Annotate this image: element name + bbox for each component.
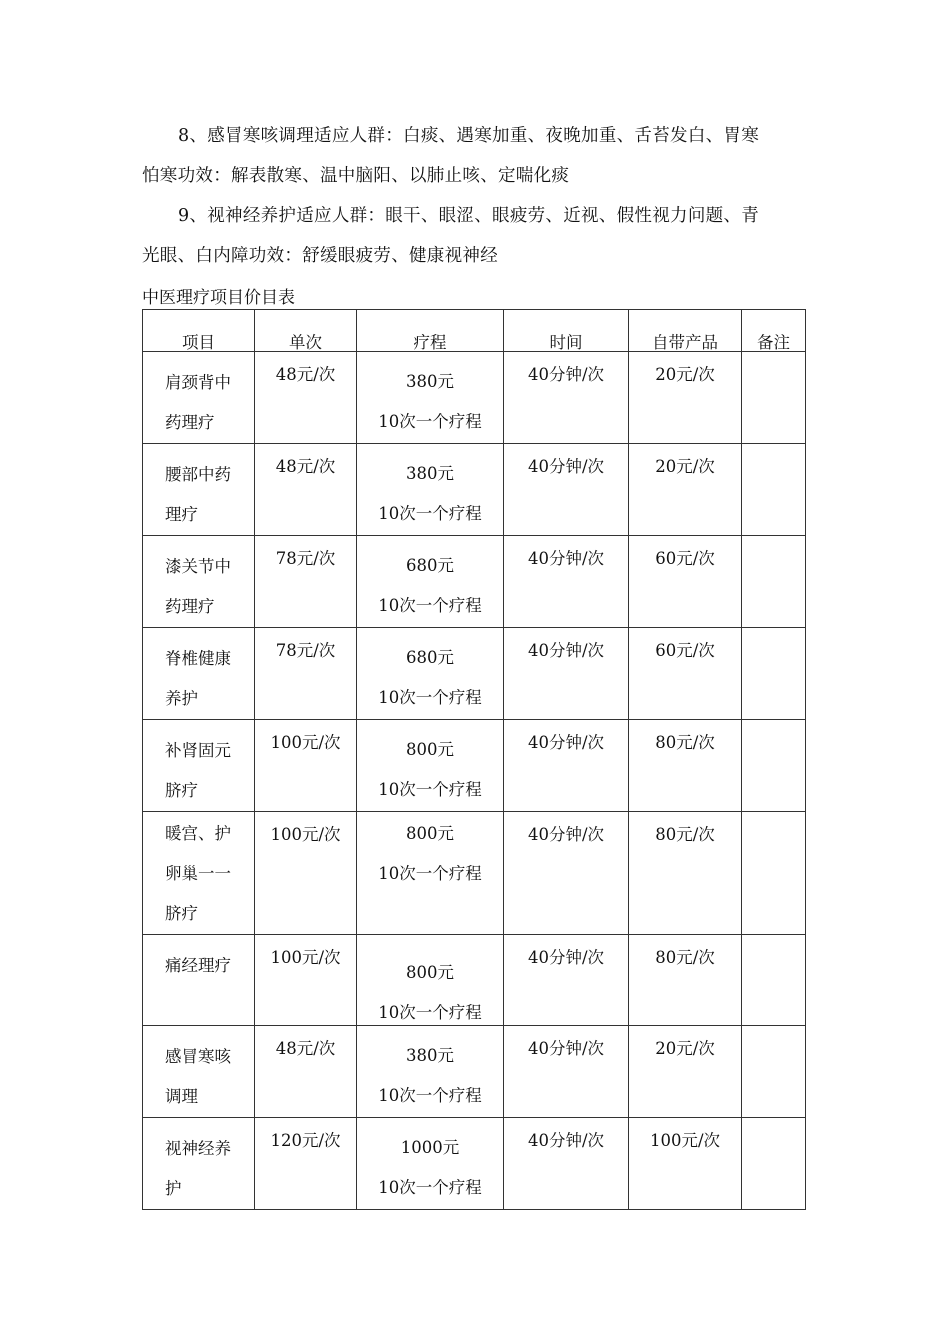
cell-product-price — [629, 1118, 742, 1210]
cell-item-name — [143, 720, 255, 812]
cell-remark — [742, 352, 806, 444]
course-note: 10次一个疗程 — [378, 1178, 482, 1197]
session-time: 40分钟/次 — [527, 733, 605, 752]
cell-single-price — [255, 812, 357, 935]
paragraph-9 — [142, 196, 822, 276]
item-name: 脊椎健康养护 — [165, 649, 231, 708]
single-price: 100元/次 — [270, 948, 341, 967]
header-cell-remark: 备注 — [742, 310, 806, 352]
cell-single-price — [255, 628, 357, 720]
cell-remark — [742, 935, 806, 1026]
cell-item-name — [143, 935, 255, 1026]
single-price: 120元/次 — [270, 1131, 341, 1150]
cell-time — [504, 812, 629, 935]
cell-time — [504, 720, 629, 812]
item-name: 漆关节中药理疗 — [165, 557, 231, 616]
cell-item-name — [143, 352, 255, 444]
course-note: 10次一个疗程 — [378, 1086, 482, 1105]
product-price: 60元/次 — [655, 641, 715, 660]
cell-time — [504, 628, 629, 720]
cell-item-name — [143, 812, 255, 935]
table-row — [143, 720, 806, 812]
cell-item-name — [143, 444, 255, 536]
product-price: 20元/次 — [655, 457, 715, 476]
cell-course-price — [357, 720, 504, 812]
cell-product-price — [629, 628, 742, 720]
course-price: 680元 — [406, 648, 454, 667]
table-row — [143, 812, 806, 935]
single-price: 100元/次 — [270, 825, 341, 844]
cell-single-price — [255, 935, 357, 1026]
cell-item-name — [143, 1118, 255, 1210]
table-row — [143, 1026, 806, 1118]
cell-remark — [742, 1118, 806, 1210]
cell-product-price — [629, 444, 742, 536]
cell-remark — [742, 812, 806, 935]
cell-course-price — [357, 812, 504, 935]
cell-single-price — [255, 352, 357, 444]
course-note: 10次一个疗程 — [378, 412, 482, 431]
item-name: 视神经养护 — [165, 1139, 231, 1198]
header-cell-single: 单次 — [255, 310, 357, 352]
single-price: 48元/次 — [275, 457, 336, 476]
table-row — [143, 352, 806, 444]
course-note: 10次一个疗程 — [378, 780, 482, 799]
cell-time — [504, 352, 629, 444]
product-price: 60元/次 — [655, 549, 715, 568]
cell-single-price — [255, 536, 357, 628]
product-price: 20元/次 — [655, 1039, 715, 1058]
session-time: 40分钟/次 — [527, 1039, 605, 1058]
session-time: 40分钟/次 — [527, 457, 605, 476]
cell-single-price — [255, 1026, 357, 1118]
course-price: 800元 — [406, 963, 454, 982]
cell-remark — [742, 628, 806, 720]
product-price: 80元/次 — [655, 948, 715, 967]
course-price: 800元 — [406, 740, 454, 759]
table-row — [143, 935, 806, 1026]
single-price: 100元/次 — [270, 733, 341, 752]
course-price: 380元 — [406, 1046, 454, 1065]
course-price: 1000元 — [400, 1138, 460, 1157]
cell-product-price — [629, 536, 742, 628]
table-row — [143, 628, 806, 720]
cell-product-price — [629, 352, 742, 444]
session-time: 40分钟/次 — [527, 549, 605, 568]
course-note: 10次一个疗程 — [378, 504, 482, 523]
cell-remark — [742, 536, 806, 628]
item-name: 感冒寒咳调理 — [165, 1047, 231, 1106]
header-cell-product: 自带产品 — [629, 310, 742, 352]
table-caption: 中医理疗项目价目表 — [142, 288, 295, 308]
cell-time — [504, 1118, 629, 1210]
cell-course-price — [357, 536, 504, 628]
paragraph-line: 光眼、白内障功效：舒缓眼疲劳、健康视神经 — [142, 246, 498, 266]
cell-remark — [742, 1026, 806, 1118]
course-price: 680元 — [406, 556, 454, 575]
cell-course-price — [357, 444, 504, 536]
course-note: 10次一个疗程 — [378, 688, 482, 707]
header-cell-time: 时间 — [504, 310, 629, 352]
paragraph-line: 怕寒功效：解表散寒、温中脑阳、以肺止咳、定喘化痰 — [142, 166, 570, 186]
item-name: 暖宫、护卵巢一一脐疗 — [165, 824, 231, 923]
paragraph-8 — [142, 116, 822, 196]
single-price: 78元/次 — [275, 641, 336, 660]
cell-item-name — [143, 628, 255, 720]
session-time: 40分钟/次 — [527, 825, 605, 844]
item-name: 肩颈背中药理疗 — [165, 373, 231, 432]
paragraph-line: 9、视神经养护适应人群：眼干、眼涩、眼疲劳、近视、假性视力问题、青 — [178, 206, 760, 226]
cell-time — [504, 536, 629, 628]
cell-single-price — [255, 444, 357, 536]
session-time: 40分钟/次 — [527, 1131, 605, 1150]
cell-product-price — [629, 720, 742, 812]
single-price: 78元/次 — [275, 549, 336, 568]
cell-time — [504, 935, 629, 1026]
course-price: 800元 — [406, 824, 454, 843]
table-row — [143, 536, 806, 628]
cell-time — [504, 444, 629, 536]
session-time: 40分钟/次 — [527, 948, 605, 967]
header-cell-course: 疗程 — [357, 310, 504, 352]
session-time: 40分钟/次 — [527, 641, 605, 660]
course-price: 380元 — [406, 464, 454, 483]
session-time: 40分钟/次 — [527, 365, 605, 384]
cell-remark — [742, 444, 806, 536]
cell-course-price — [357, 935, 504, 1026]
cell-remark — [742, 720, 806, 812]
header-cell-item: 项目 — [143, 310, 255, 352]
cell-product-price — [629, 1026, 742, 1118]
cell-course-price — [357, 352, 504, 444]
cell-single-price — [255, 720, 357, 812]
cell-time — [504, 1026, 629, 1118]
course-price: 380元 — [406, 372, 454, 391]
product-price: 20元/次 — [655, 365, 715, 384]
product-price: 80元/次 — [655, 825, 715, 844]
cell-item-name — [143, 1026, 255, 1118]
cell-product-price — [629, 935, 742, 1026]
product-price: 100元/次 — [649, 1131, 721, 1150]
price-table — [142, 309, 806, 1210]
single-price: 48元/次 — [275, 1039, 336, 1058]
item-name: 痛经理疗 — [165, 956, 231, 975]
course-note: 10次一个疗程 — [378, 596, 482, 615]
cell-item-name — [143, 536, 255, 628]
single-price: 48元/次 — [275, 365, 336, 384]
table-row — [143, 444, 806, 536]
cell-course-price — [357, 1026, 504, 1118]
table-row — [143, 1118, 806, 1210]
cell-course-price — [357, 628, 504, 720]
cell-product-price — [629, 812, 742, 935]
product-price: 80元/次 — [655, 733, 715, 752]
cell-single-price — [255, 1118, 357, 1210]
table-header-row — [143, 310, 806, 352]
paragraph-line: 8、感冒寒咳调理适应人群：白痰、遇寒加重、夜晚加重、舌苔发白、胃寒 — [178, 126, 760, 146]
cell-course-price — [357, 1118, 504, 1210]
item-name: 补肾固元脐疗 — [165, 741, 231, 800]
item-name: 腰部中药理疗 — [165, 465, 231, 524]
course-note: 10次一个疗程 — [378, 864, 482, 883]
course-note: 10次一个疗程 — [378, 1003, 482, 1022]
